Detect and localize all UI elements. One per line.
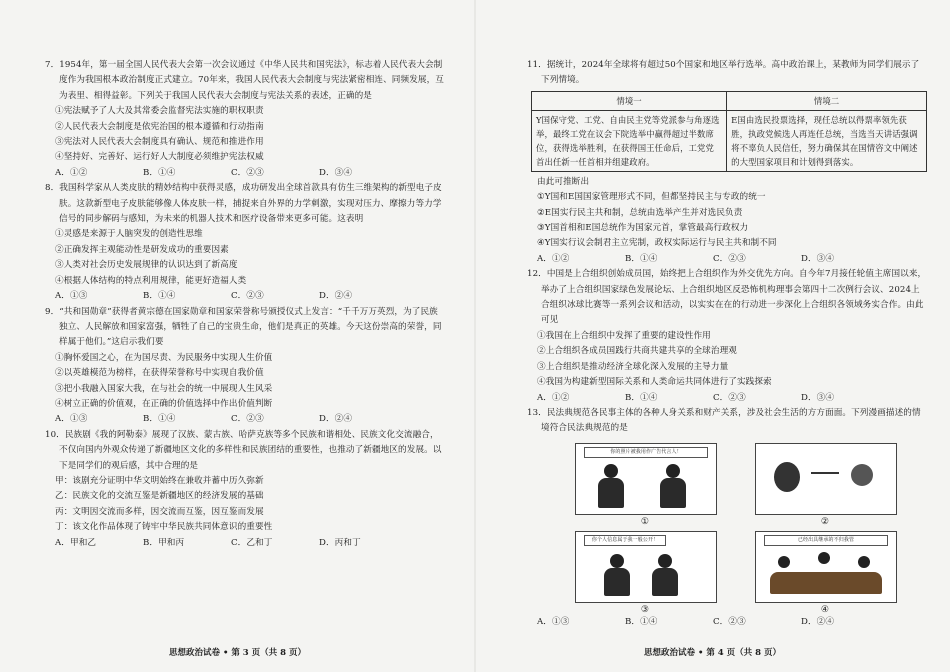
question-12-choices: [527, 391, 927, 406]
question-11-lead: 由此可推断出: [537, 176, 590, 187]
question-11-option-2: ②E国实行民主共和制，总统由选举产生并对选民负责: [537, 207, 743, 218]
choice-d: D．③④: [801, 253, 835, 264]
question-7-stem: 7．1954年，第一届全国人民代表大会第一次会议通过《中华人民共和国宪法》，标志着人民代表大会制度作为我国根本政治制度正式建立。70年来，我国人民代表大会制度与宪法紧密相连、同频发展，互为表里、相得益彰。下列关于我国人民代表大会制度与宪法关系的表述，正确的是: [45, 60, 444, 101]
choice-c: C．②③: [713, 392, 746, 403]
figure-head: [858, 556, 870, 568]
figure-head: [818, 552, 830, 564]
page-footer: 思想政治试卷 • 第 4 页（共 8 页）: [643, 648, 782, 658]
figure-head: [604, 464, 618, 478]
choice-a: A．①②: [537, 392, 570, 403]
question-12-option-3: ③上合组织是推动经济全球化深入发展的主导力量: [537, 361, 729, 372]
scenario-table: [531, 91, 927, 172]
choice-a: A．①②: [537, 253, 570, 264]
question-10-option-3: 丙：文明因交流而多样，因交流而互鉴，因互鉴而发展: [55, 506, 264, 517]
cartoon-1: [575, 443, 717, 515]
figure-body: [604, 568, 630, 596]
choice-c: C．②③: [231, 291, 264, 302]
cartoon-4: [755, 531, 897, 603]
question-8-choices: [45, 289, 445, 304]
choice-c: C．②③: [231, 167, 264, 178]
choice-b: B．甲和丙: [143, 537, 185, 548]
table-header: 情境二: [727, 91, 927, 110]
cartoon-4-number: ④: [820, 604, 830, 615]
choice-b: B．①④: [143, 414, 176, 425]
question-7-option-4: ④坚持好、完善好、运行好人大制度必须维护宪法权威: [55, 152, 264, 163]
figure-head: [778, 556, 790, 568]
question-11-option-1: ①Y国和E国国家管理形式不同，但都坚持民主与专政的统一: [537, 192, 766, 203]
cartoon-2: [755, 443, 897, 515]
question-8-option-4: ④根据人体结构的特点利用规律，能更好造福人类: [55, 275, 247, 286]
table-shape: [770, 572, 882, 594]
figure-head: [658, 554, 672, 568]
figure-head: [851, 464, 873, 486]
cartoon-2-number: ②: [820, 516, 830, 527]
question-11-stem: 11．据统计，2024年全球将有超过50个国家和地区举行选举。高中政治课上，某教师为同学们展示了下列情境。: [527, 60, 920, 86]
question-10-option-1: 甲：该剧充分证明中华文明始终在兼收并蓄中历久弥新: [55, 475, 264, 486]
page-footer: 思想政治试卷 • 第 3 页（共 8 页）: [168, 648, 307, 658]
choice-b: B．①④: [143, 167, 176, 178]
choice-a: A．①③: [55, 291, 88, 302]
figure-body: [660, 478, 686, 508]
figure-head: [774, 462, 800, 492]
choice-a: A．甲和乙: [55, 537, 97, 548]
choice-b: B．①④: [625, 616, 658, 627]
question-8-stem: 8．我国科学家从人类皮肤的精妙结构中获得灵感，成功研发出全球首款具有仿生三维架构的新型电子皮肤。这款新型电子皮肤能够像人体皮肤一样，捕捉来自外界的力学刺激，实现对压力、摩擦力等力学信号的同步解码与感知，为未来的机器人技术和医疗设备带来更多可能。这表明: [45, 183, 442, 225]
question-8-option-3: ③人类对社会历史发展规律的认识达到了新高度: [55, 260, 238, 271]
arrow-icon: [811, 472, 839, 484]
question-13: [527, 406, 927, 630]
cartoon-grid: [555, 441, 915, 613]
cartoon-4-caption-box: 已经出具继承的不归我管: [764, 535, 888, 546]
table-cell: E国由选民投票选择，现任总统以得票率领先获胜，执政党候选人再连任总统，当选当天讲话强调将不辜负人民信任，努力确保其在国情咨文中阐述的大型国家项目和计划得到落实。: [727, 110, 927, 171]
question-8: [45, 181, 445, 304]
figure-head: [666, 464, 680, 478]
question-9-option-2: ②以英雄模范为榜样，在获得荣誉称号中实现自我价值: [55, 368, 264, 379]
question-7-option-2: ②人民代表大会制度是依宪治国的根本遵循和行动指南: [55, 121, 264, 132]
question-13-stem: 13．民法典规范各民事主体的各种人身关系和财产关系，涉及社会生活的方方面面。下列漫画描述的情境符合民法典规范的是: [527, 407, 921, 434]
figure-head: [610, 554, 624, 568]
choice-b: B．①④: [625, 392, 658, 403]
left-column: [45, 58, 445, 551]
choice-a: A．①③: [55, 414, 88, 425]
choice-a: A．①②: [55, 167, 88, 178]
cartoon-3-caption-box: 你个人信息属于我一般公开！: [584, 535, 666, 546]
choice-d: D．②④: [319, 414, 353, 425]
question-10-stem: 10．民族剧《我的阿勒泰》展现了汉族、蒙古族、哈萨克族等多个民族和谐相处、民族文化交流融合，不仅向国内外观众传递了新疆地区文化的多样性和民族团结的重要性，也推动了新疆地区的发展。以下是同学们的观后感，其中合理的是: [45, 429, 442, 471]
choice-d: D．③④: [801, 392, 835, 403]
question-11-choices: [527, 252, 927, 267]
question-11: [527, 58, 927, 267]
figure-body: [598, 478, 624, 508]
choice-d: D．②④: [801, 616, 835, 627]
question-7-choices: [45, 166, 445, 181]
question-12-option-1: ①我国在上合组织中发挥了重要的建设性作用: [537, 330, 711, 341]
choice-d: D．丙和丁: [319, 537, 361, 548]
question-8-option-1: ①灵感是来源于人脑突发的创造性思维: [55, 229, 203, 240]
table-header: 情境一: [532, 91, 727, 110]
choice-b: B．①④: [625, 253, 658, 264]
cartoon-3-number: ③: [640, 604, 650, 615]
question-10-option-2: 乙：民族文化的交流互鉴是新疆地区的经济发展的基础: [55, 491, 264, 502]
choice-c: C．②③: [713, 616, 746, 627]
cartoon-1-number: ①: [640, 516, 650, 527]
cartoon-1-caption-box: 你的照片被我用作广告代言人！: [584, 447, 708, 458]
right-column: [527, 58, 927, 630]
question-12: [527, 267, 927, 406]
question-9-stem: 9．“共和国勋章”获得者黄宗德在国家勋章和国家荣誉称号颁授仪式上发言：“千千万万英烈，为了民族独立、人民解放和国家富强，牺牲了自己的宝贵生命，他们是真正的英雄。今天这份崇高的荣誉，同样属于他们。”这启示我们要: [45, 306, 442, 348]
question-7-option-1: ①宪法赋予了人大及其常委会监督宪法实施的职权职责: [55, 106, 264, 117]
question-10-choices: [45, 536, 445, 551]
question-12-option-4: ④我国为构建新型国际关系和人类命运共同体进行了实践探索: [537, 377, 772, 388]
table-cell: Y国保守党、工党、自由民主党等党派参与角逐选举，最终工党在议会下院选举中赢得超过半数席位，获得选举胜利，在获得国王任命后，工党党首出任新一任首相并组建政府。: [532, 110, 727, 171]
choice-c: C．乙和丁: [231, 537, 273, 548]
question-9-option-4: ④树立正确的价值观，在正确的价值选择中作出价值判断: [55, 398, 273, 409]
choice-b: B．①④: [143, 291, 176, 302]
question-9-option-1: ①胸怀爱国之心，在为国尽责、为民服务中实现人生价值: [55, 352, 273, 363]
question-10-option-4: 丁：该文化作品体现了铸牢中华民族共同体意识的重要性: [55, 522, 273, 533]
cartoon-3: [575, 531, 717, 603]
page-4: [475, 0, 950, 672]
question-9-option-3: ③把小我融入国家大我，在与社会的统一中展现人生风采: [55, 383, 273, 394]
question-11-option-4: ④Y国实行议会制君主立宪制，政权实际运行与民主共和制不同: [537, 238, 777, 249]
question-9: [45, 305, 445, 428]
choice-d: D．②④: [319, 291, 353, 302]
question-12-stem: 12．中国是上合组织创始成员国，始终把上合组织作为外交优先方向。自今年7月接任轮值主席国以来，举办了上合组织国家绿色发展论坛、上合组织地区反恐怖机构理事会第四十二次例行会议、2024上合组织冰球比赛等一系列会议和活动，以实实在在的行动进一步深化上合组织各领域务实合作。由此可见: [527, 269, 927, 326]
choice-a: A．①③: [537, 616, 570, 627]
question-7: [45, 58, 445, 181]
choice-d: D．③④: [319, 167, 353, 178]
question-8-option-2: ②正确发挥主观能动性是研发成功的重要因素: [55, 244, 229, 255]
question-12-option-2: ②上合组织各成员国践行共商共建共享的全球治理观: [537, 346, 737, 357]
choice-c: C．②③: [231, 414, 264, 425]
question-11-option-3: ③Y国首相和E国总统作为国家元首，掌管最高行政权力: [537, 223, 749, 234]
question-7-option-3: ③宪法对人民代表大会制度具有确认、规范和推进作用: [55, 137, 264, 148]
figure-body: [652, 568, 678, 596]
choice-c: C．②③: [713, 253, 746, 264]
question-10: [45, 428, 445, 551]
question-9-choices: [45, 412, 445, 427]
